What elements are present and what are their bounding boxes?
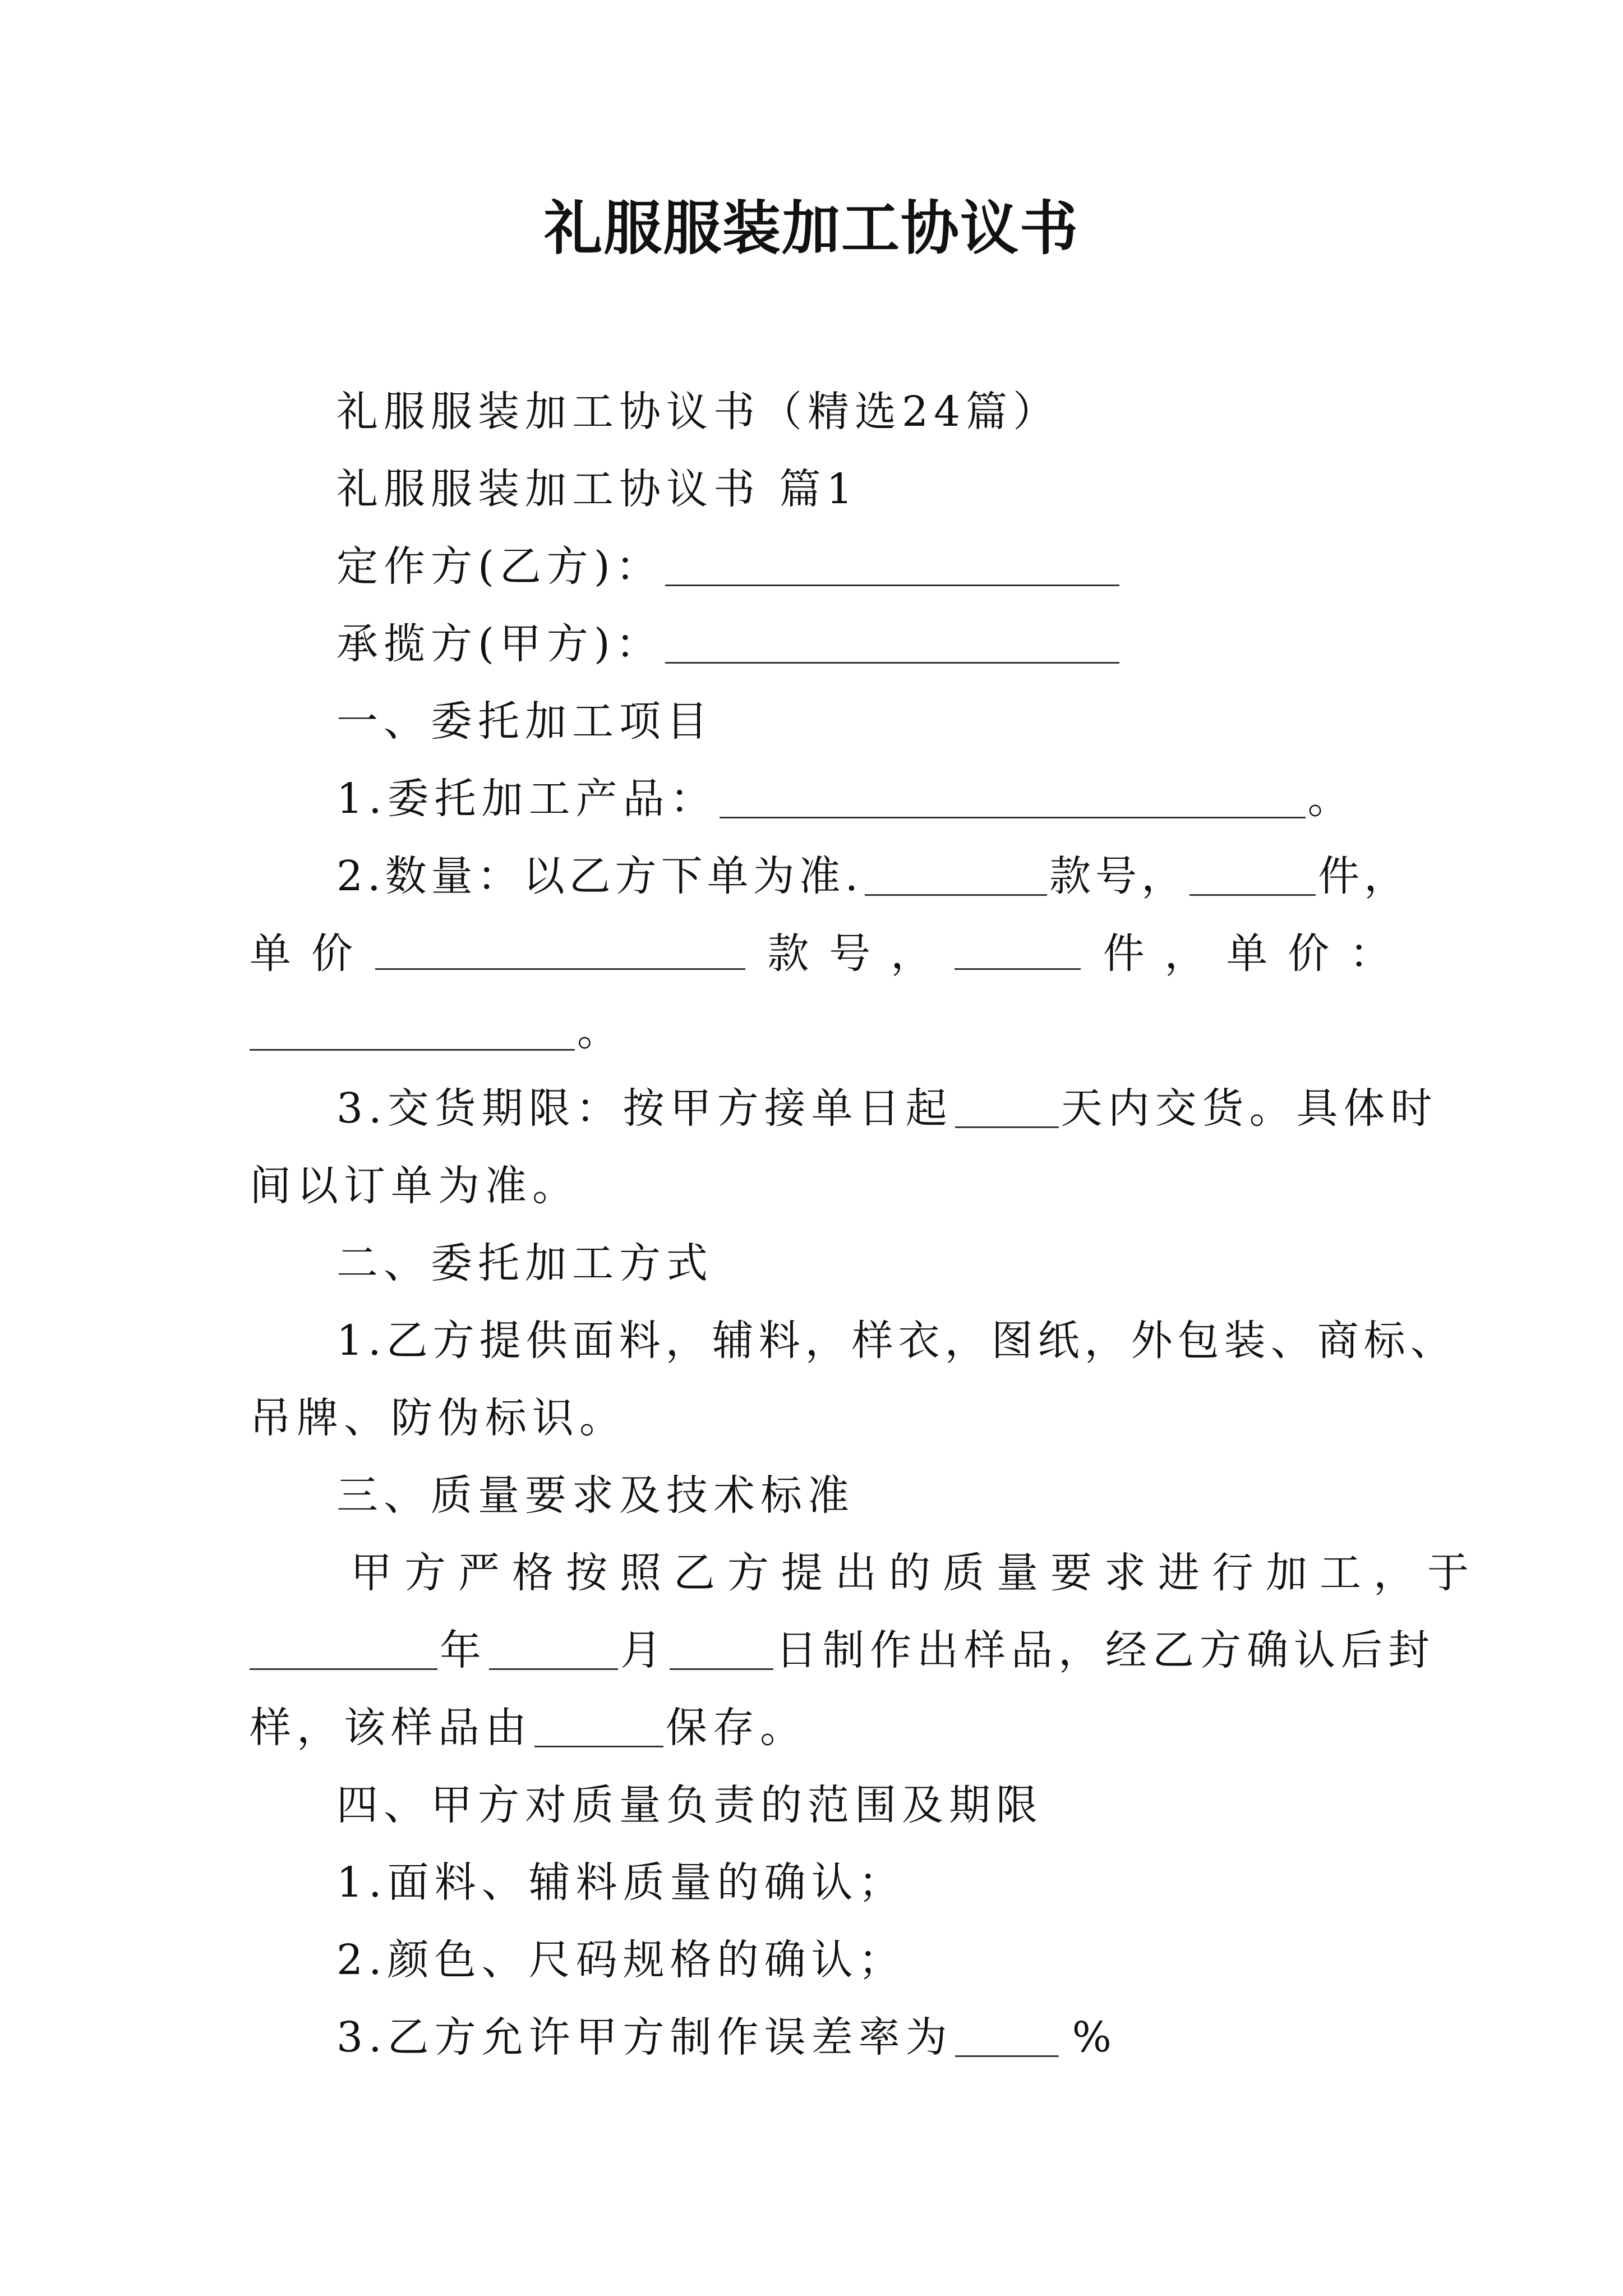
error-rate-blank[interactable] [955,2016,1059,2057]
item-1-1-label: 1.委托加工产品： [336,775,717,823]
document-subtitle: 礼服服装加工协议书（精选24篇） [336,388,1061,436]
style-no-blank-1[interactable] [865,855,1047,896]
party-a-line [336,619,1122,669]
word: 件 [1103,930,1145,978]
party-b-label: 定作方(乙方)： [336,542,663,591]
pieces-blank-2[interactable] [955,929,1081,970]
keeper-blank[interactable] [534,1706,663,1747]
item-1-2-c: 件， [1318,852,1410,900]
month-label: 月 [620,1626,667,1674]
year-label: 年 [440,1626,487,1674]
word: 号 [829,930,871,978]
word: 价 [311,930,353,978]
pieces-blank-1[interactable] [1189,855,1316,896]
item-1-2-b: 款号， [1049,852,1188,900]
chapter-heading: 礼服服装加工协议书 篇1 [336,465,859,513]
delivery-days-blank[interactable] [955,1087,1059,1128]
item-1-2-line2 [250,929,1391,979]
percent-sign: % [1072,2013,1117,2062]
section-2-heading: 二、委托加工方式 [336,1239,713,1287]
item-1-3-line1 [336,1084,1438,1134]
section-4-heading: 四、甲方对质量负责的范围及期限 [336,1781,1043,1829]
word: ： [1349,930,1391,978]
sec3-line2 [250,1626,1435,1676]
item-1-3-a: 3.交货期限：按甲方接单日起 [336,1084,953,1133]
year-blank[interactable] [250,1629,437,1670]
day-blank[interactable] [670,1629,773,1670]
item-1-1 [336,774,1355,824]
item-4-2: 2.颜色、尺码规格的确认； [336,1936,906,1984]
word: ， [1164,930,1206,978]
party-a-label: 承揽方(甲方)： [336,620,663,668]
word: 价 [1288,930,1330,978]
sec3-line3 [250,1703,807,1753]
section-3-heading: 三、质量要求及技术标准 [336,1471,855,1520]
sec3-line1: 甲方严格按照乙方提出的质量要求进行加工，于 [351,1549,1481,1597]
item-1-1-end: 。 [1307,775,1355,823]
sec3-line3-b: 保存。 [666,1704,807,1752]
item-1-2-end: 。 [577,1007,624,1055]
word: 款 [767,930,809,978]
party-b-line [336,542,1122,592]
item-1-2-line1 [336,852,1410,901]
party-a-blank[interactable] [665,623,1119,664]
unit-price-blank-1[interactable] [375,929,745,970]
product-blank[interactable] [720,777,1306,818]
unit-price-blank-2[interactable] [250,1010,575,1051]
item-2-1-line1: 1.乙方提供面料，辅料，样衣，图纸，外包装、商标、 [336,1317,1457,1365]
sec3-line3-a: 样，该样品由 [250,1704,532,1752]
item-4-3 [336,2013,1117,2063]
item-1-3-b: 天内交货。具体时 [1061,1084,1438,1133]
month-blank[interactable] [489,1629,618,1670]
item-1-2-a: 2.数量：以乙方下单为准. [336,852,863,900]
word: ， [891,930,933,978]
party-b-blank[interactable] [665,545,1119,586]
item-1-2-line3 [250,1006,624,1056]
section-1-heading: 一、委托加工项目 [336,697,713,746]
document-title: 礼服服装加工协议书 [543,194,1079,263]
day-label: 日制作出样品，经乙方确认后封 [776,1626,1435,1674]
item-4-3-text: 3.乙方允许甲方制作误差率为 [336,2013,953,2062]
item-2-1-line2: 吊牌、防伪标识。 [250,1394,626,1442]
word: 单 [250,930,291,978]
word: 单 [1226,930,1268,978]
item-4-1: 1.面料、辅料质量的确认； [336,1858,906,1907]
item-1-3-line2: 间以订单为准。 [250,1162,579,1210]
